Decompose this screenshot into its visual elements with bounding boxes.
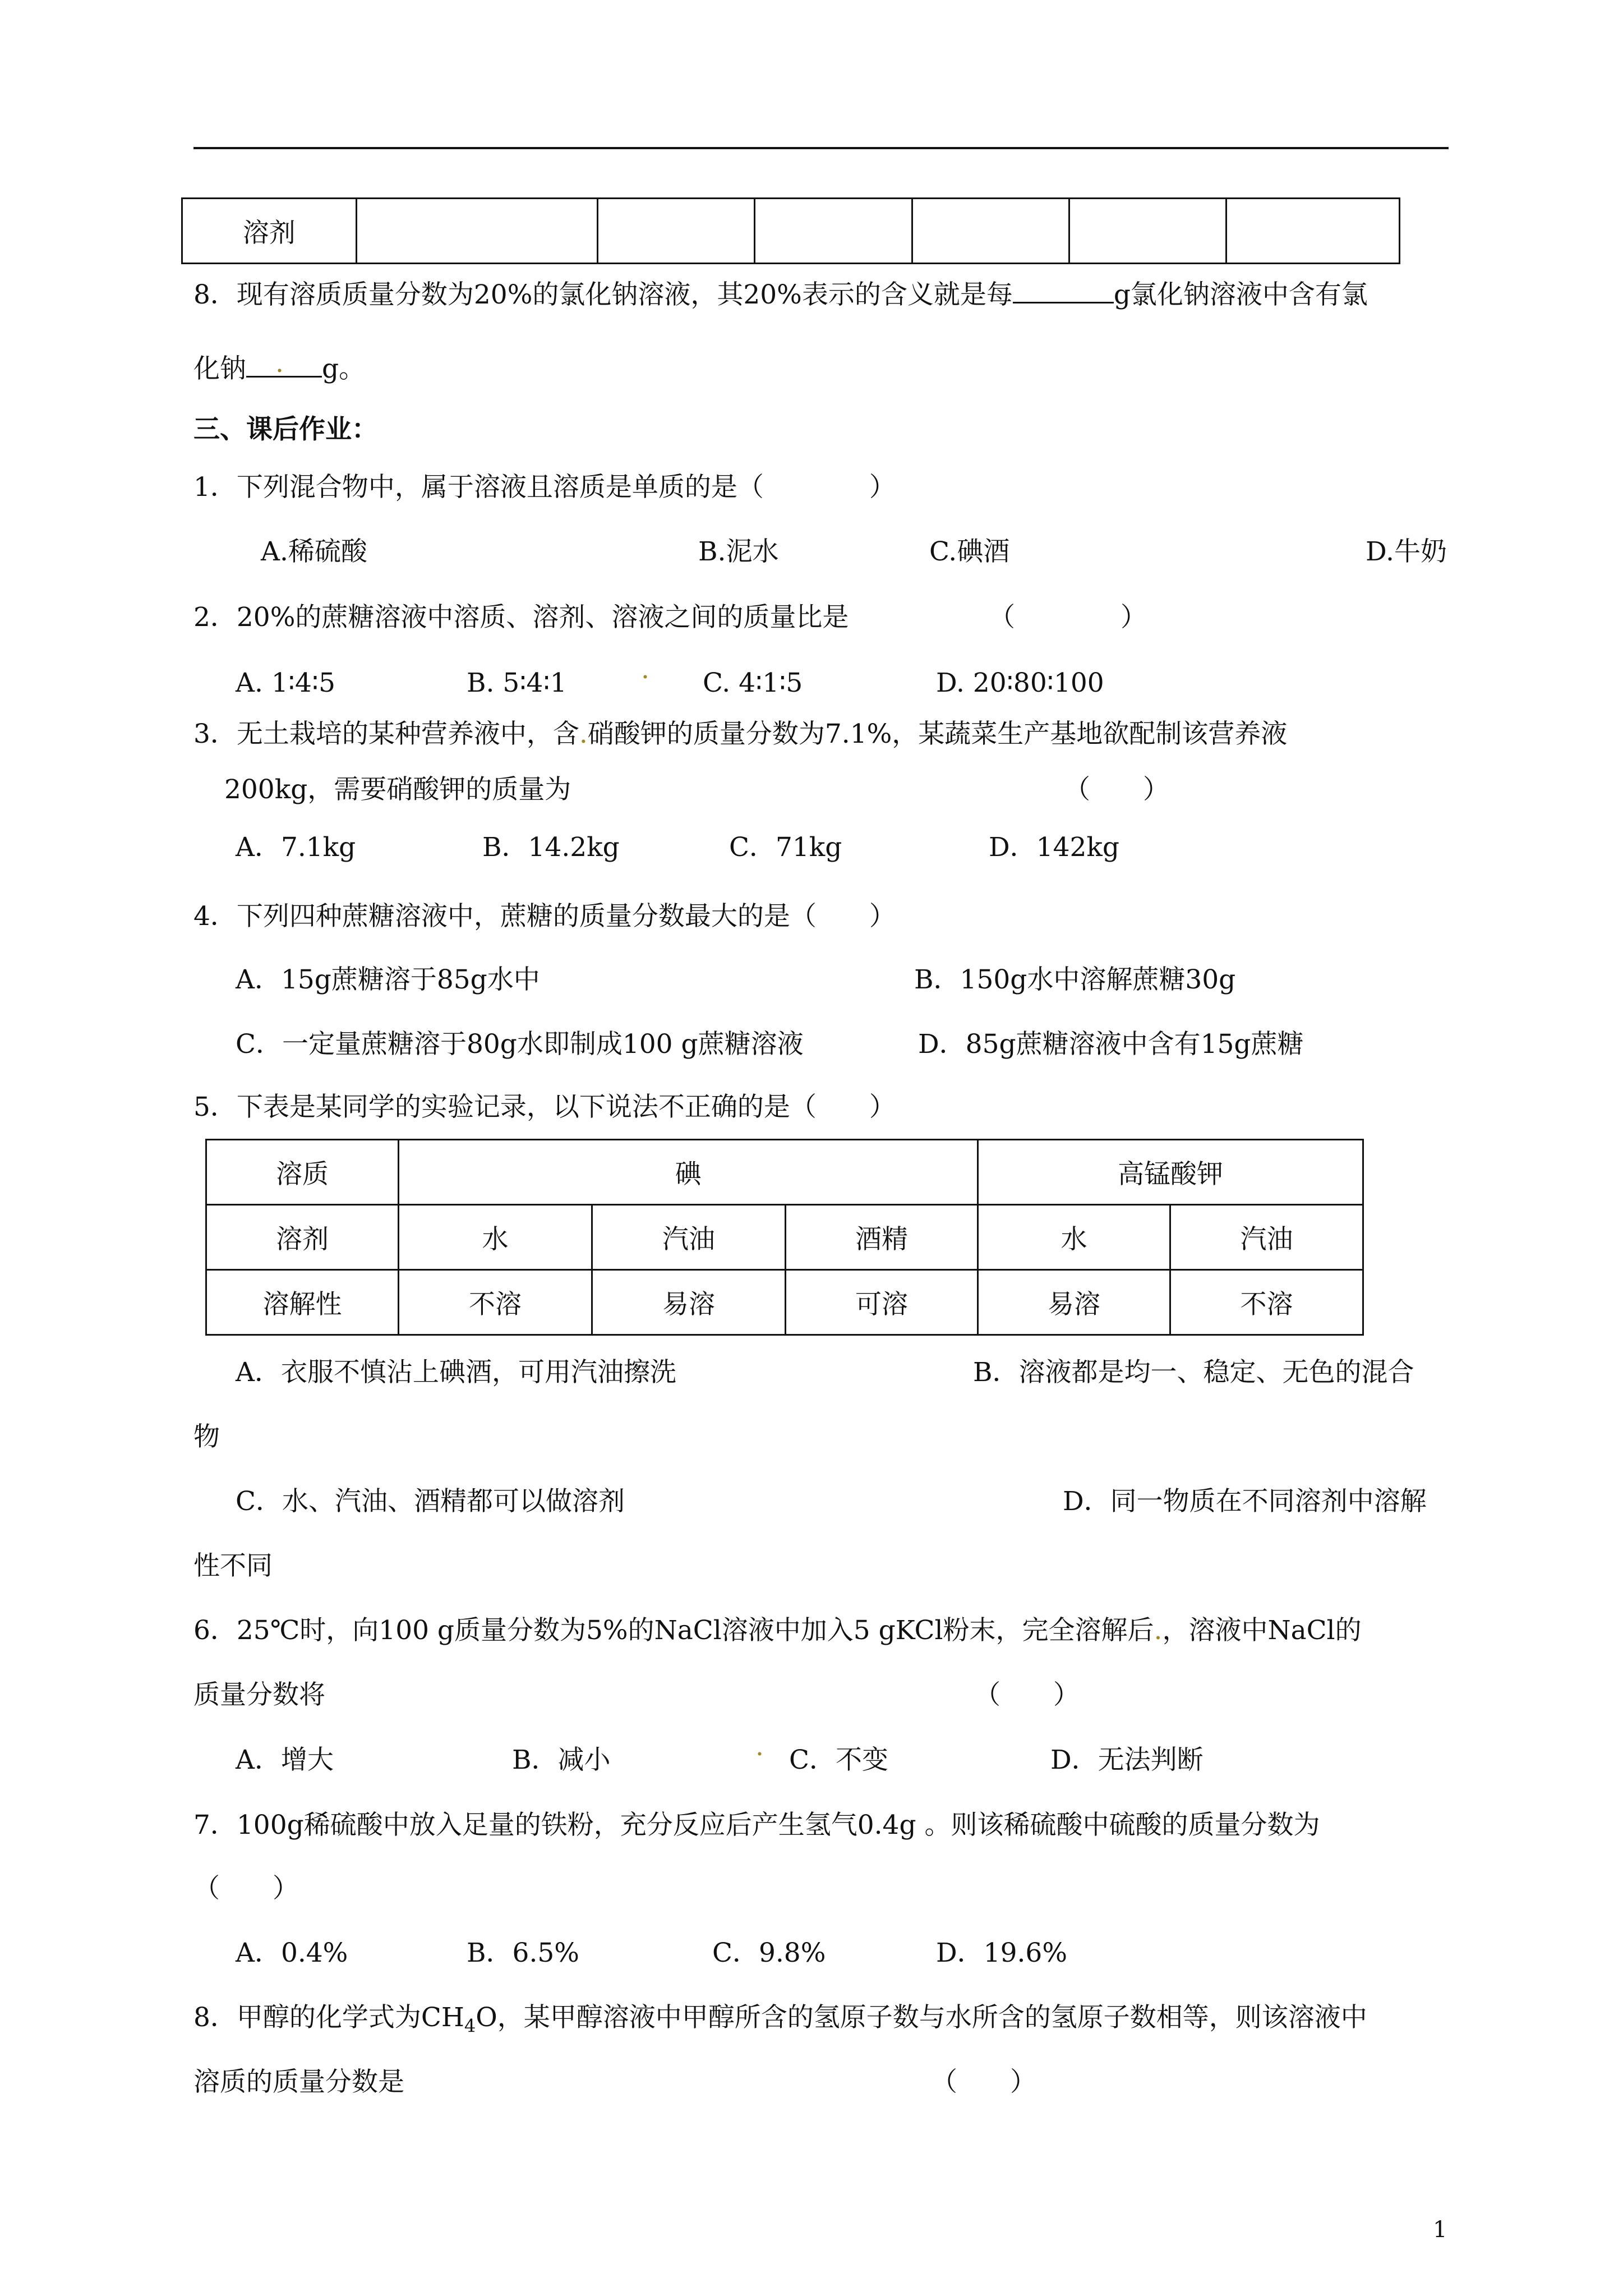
top-table xyxy=(181,197,1400,264)
q7-option-c: C．9.8% xyxy=(712,1938,826,1968)
q3-option-a: A．7.1kg xyxy=(236,832,356,863)
table-header-cell: 高锰酸钾 xyxy=(978,1140,1363,1205)
top-table-cell xyxy=(1069,199,1227,264)
q5-option-d: D．同一物质在不同溶剂中溶解 xyxy=(1063,1486,1427,1517)
question-2-stem: 2．20%的蔗糖溶液中溶质、溶剂、溶液之间的质量比是 xyxy=(193,602,849,633)
question-3-paren: （ ） xyxy=(1064,774,1169,805)
q2-option-c: C. 4∶1∶5 xyxy=(703,668,803,698)
table-cell: 不溶 xyxy=(399,1270,592,1335)
q2-option-d: D. 20∶80∶100 xyxy=(936,668,1104,698)
table-header-cell: 溶质 xyxy=(206,1140,399,1205)
table-cell: 酒精 xyxy=(786,1205,978,1270)
top-table-cell xyxy=(1227,199,1400,264)
fill-q8-line2: 化钠 . g。 xyxy=(193,348,366,384)
header-rule xyxy=(193,147,1449,149)
q4-option-d: D．85g蔗糖溶液中含有15g蔗糖 xyxy=(918,1029,1304,1060)
table-cell: 水 xyxy=(978,1205,1170,1270)
question-6-line1: 6．25℃时，向100 g质量分数为5%的NaCl溶液中加入5 gKCl粉末，完全溶解后.，溶液中NaCl的 xyxy=(193,1615,1362,1646)
top-table-cell xyxy=(912,199,1069,264)
q5-option-b-continued: 物 xyxy=(193,1421,220,1452)
section-heading: 三、课后作业： xyxy=(193,414,378,445)
table-header-cell: 碘 xyxy=(399,1140,978,1205)
q6-option-c: C．不变 xyxy=(789,1745,888,1775)
q6-option-a: A．增大 xyxy=(236,1745,334,1775)
question-7-stem: 7．100g稀硫酸中放入足量的铁粉，充分反应后产生氢气0.4g 。则该稀硫酸中硫酸的质量分数为 xyxy=(193,1810,1320,1841)
q6-option-b: B．减小 xyxy=(512,1745,611,1775)
top-table-cell xyxy=(598,199,755,264)
question-7-paren: （ ） xyxy=(193,1873,299,1904)
q1-option-c: C.碘酒 xyxy=(929,536,1010,567)
table-cell: 易溶 xyxy=(978,1270,1170,1335)
question-3-line2: 200kg，需要硝酸钾的质量为 xyxy=(224,774,571,805)
q7-option-b: B．6.5% xyxy=(467,1938,579,1968)
q3-option-b: B．14.2kg xyxy=(482,832,620,863)
table-cell: 溶解性 xyxy=(206,1270,399,1335)
fill-q8-line1: 8．现有溶质质量分数为20%的氯化钠溶液，其20%表示的含义就是每 g氯化钠溶液中含有氯 xyxy=(193,279,1368,310)
stray-dot: . xyxy=(641,654,649,685)
question-2-paren: （ ） xyxy=(989,602,1147,633)
q1-option-b: B.泥水 xyxy=(698,536,779,567)
q2-option-b: B. 5∶4∶1 xyxy=(467,668,567,698)
table-cell: 溶剂 xyxy=(206,1205,399,1270)
question-1-stem: 1．下列混合物中，属于溶液且溶质是单质的是（ ） xyxy=(193,472,896,503)
table-cell: 可溶 xyxy=(786,1270,978,1335)
table-cell: 汽油 xyxy=(592,1205,786,1270)
table-cell: 易溶 xyxy=(592,1270,786,1335)
q5-option-a: A．衣服不慎沾上碘酒，可用汽油擦洗 xyxy=(236,1357,676,1388)
table-cell: 不溶 xyxy=(1170,1270,1363,1335)
q4-option-a: A．15g蔗糖溶于85g水中 xyxy=(236,964,540,995)
q6-option-d: D．无法判断 xyxy=(1050,1745,1204,1775)
experiment-table xyxy=(205,1139,1364,1336)
q4-option-b: B．150g水中溶解蔗糖30g xyxy=(914,964,1236,995)
question-6-line2: 质量分数将 xyxy=(193,1680,325,1710)
table-cell: 水 xyxy=(399,1205,592,1270)
q4-option-c: C．一定量蔗糖溶于80g水即制成100 g蔗糖溶液 xyxy=(236,1029,804,1060)
question-4-stem: 4．下列四种蔗糖溶液中，蔗糖的质量分数最大的是（ ） xyxy=(193,901,896,932)
question-8-line1: 8．甲醇的化学式为$CH_4O$，某甲醇溶液中甲醇所含的氢原子数与水所含的氢原子数相等，则该溶液中 xyxy=(193,2002,1367,2037)
top-table-row-label: 溶剂 xyxy=(182,199,357,264)
question-8-paren: （ ） xyxy=(931,2067,1036,2097)
table-cell: 汽油 xyxy=(1170,1205,1363,1270)
stray-dot: . xyxy=(1154,1615,1163,1646)
top-table-cell xyxy=(356,199,598,264)
q7-option-d: D．19.6% xyxy=(936,1938,1067,1968)
question-3-line1: 3．无土栽培的某种营养液中，含.硝酸钾的质量分数为7.1%，某蔬菜生产基地欲配制该营养液 xyxy=(193,719,1288,749)
q1-option-d: D.牛奶 xyxy=(1366,536,1447,567)
answer-blank[interactable]: . xyxy=(246,372,322,378)
q5-option-d-continued: 性不同 xyxy=(193,1550,273,1581)
q5-option-b: B．溶液都是均一、稳定、无色的混合 xyxy=(973,1357,1414,1388)
q5-option-c: C．水、汽油、酒精都可以做溶剂 xyxy=(236,1486,625,1517)
question-5-stem: 5．下表是某同学的实验记录，以下说法不正确的是（ ） xyxy=(193,1092,896,1122)
question-8-line2: 溶质的质量分数是 xyxy=(193,2067,404,2097)
q2-option-a: A. 1∶4∶5 xyxy=(236,668,335,698)
answer-blank[interactable] xyxy=(1013,298,1114,303)
page-number: 1 xyxy=(1433,2217,1447,2243)
q3-option-d: D．142kg xyxy=(989,832,1119,863)
q7-option-a: A．0.4% xyxy=(236,1938,348,1968)
top-table-cell xyxy=(755,199,912,264)
stray-dot: . xyxy=(579,719,588,749)
question-6-paren: （ ） xyxy=(974,1680,1080,1710)
q3-option-c: C．71kg xyxy=(729,832,842,863)
stray-dot: . xyxy=(755,1731,764,1762)
q1-option-a: A.稀硫酸 xyxy=(261,536,367,567)
